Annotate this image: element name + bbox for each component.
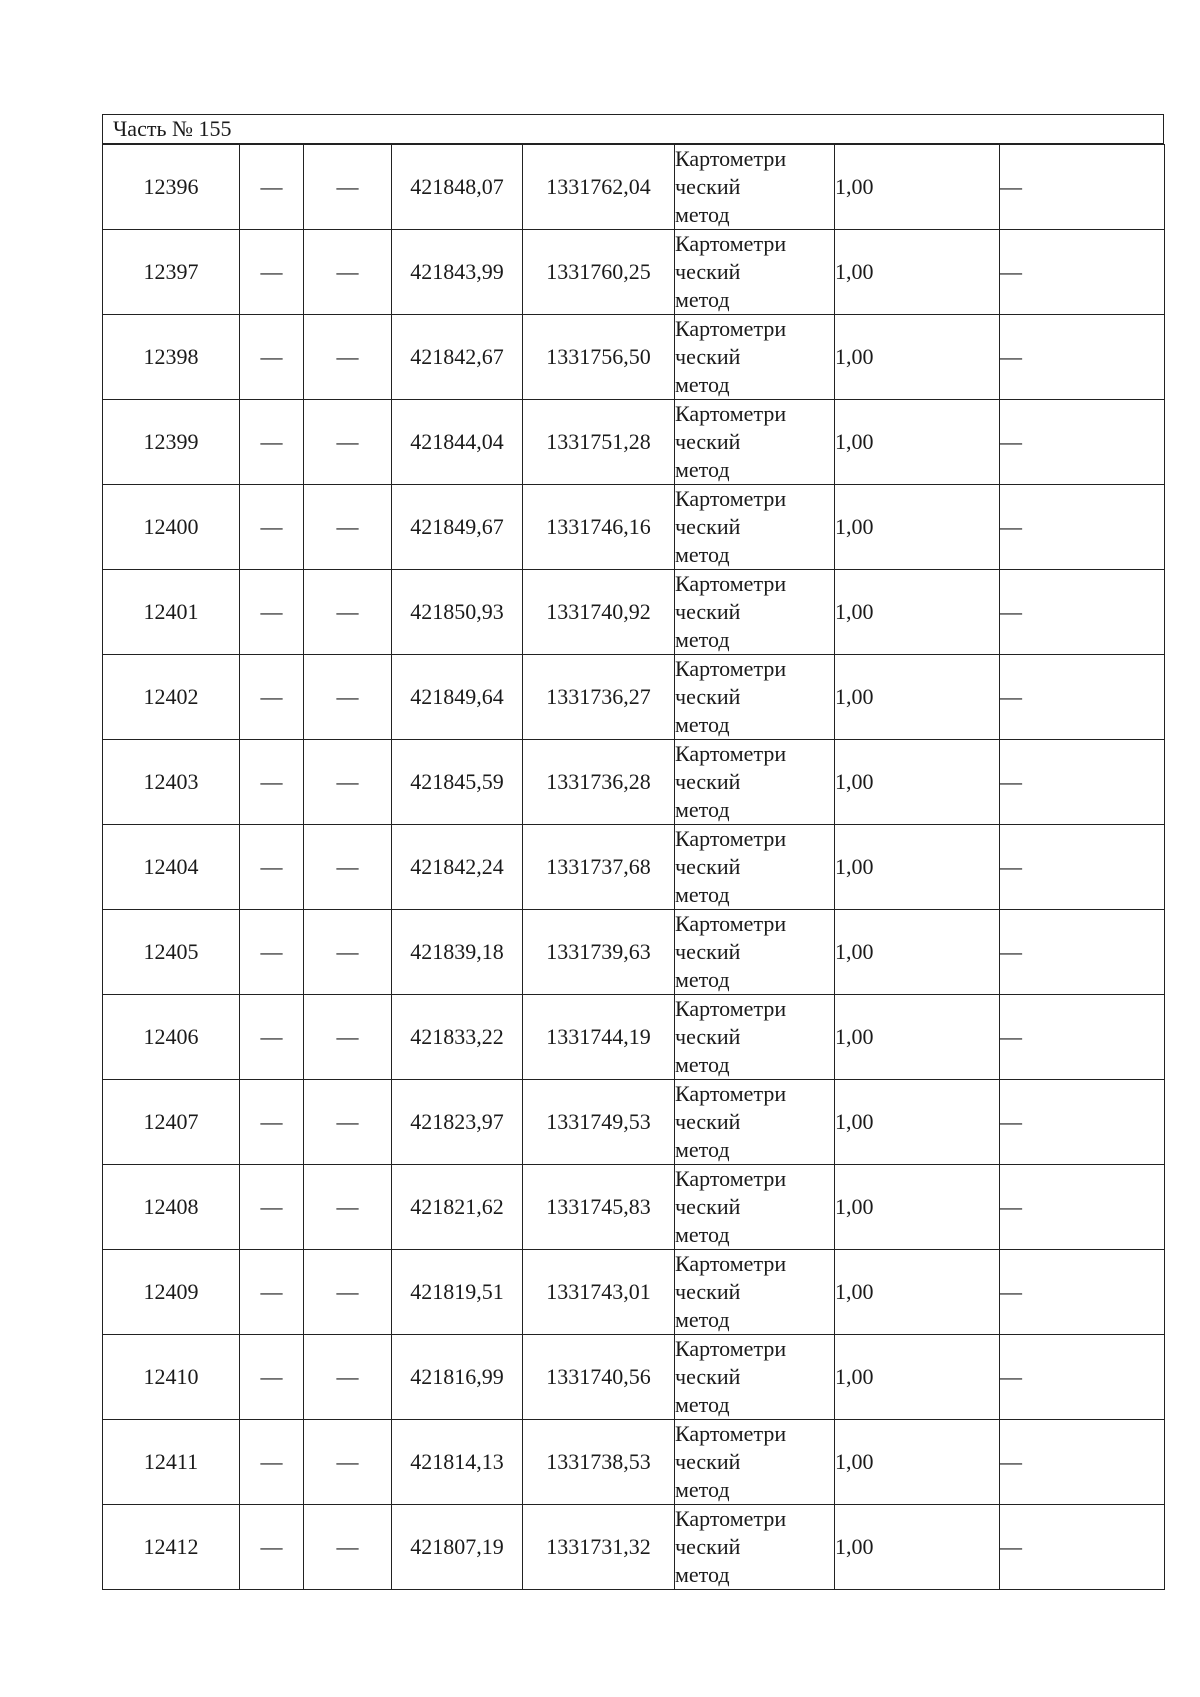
point-number: 12406 — [103, 995, 240, 1080]
method-cell — [675, 655, 835, 740]
method-cell — [675, 825, 835, 910]
method-line: метод — [675, 1477, 730, 1502]
empty-old-x: — — [240, 995, 304, 1080]
method-line: метод — [675, 372, 730, 397]
method-line: ческий — [675, 1279, 741, 1304]
coordinate-x: 421844,04 — [392, 400, 523, 485]
accuracy-value: 1,00 — [835, 655, 1000, 740]
coordinate-y: 1331746,16 — [523, 485, 675, 570]
coordinate-x: 421814,13 — [392, 1420, 523, 1505]
empty-old-x: — — [240, 1165, 304, 1250]
method-cell — [675, 230, 835, 315]
table-row — [103, 1505, 1165, 1590]
table-row — [103, 910, 1165, 995]
coordinate-x: 421842,67 — [392, 315, 523, 400]
table-row — [103, 740, 1165, 825]
method-line: метод — [675, 287, 730, 312]
empty-old-y: — — [304, 145, 392, 230]
accuracy-value: 1,00 — [835, 570, 1000, 655]
method-cell — [675, 740, 835, 825]
empty-description: — — [1000, 1165, 1165, 1250]
method-line: Картометри — [675, 401, 787, 426]
coordinate-y: 1331736,27 — [523, 655, 675, 740]
coordinate-x: 421843,99 — [392, 230, 523, 315]
method-cell — [675, 1420, 835, 1505]
method-line: ческий — [675, 599, 741, 624]
empty-description: — — [1000, 145, 1165, 230]
empty-description: — — [1000, 825, 1165, 910]
coordinate-y: 1331731,32 — [523, 1505, 675, 1590]
method-cell — [675, 400, 835, 485]
method-cell — [675, 485, 835, 570]
accuracy-value: 1,00 — [835, 1420, 1000, 1505]
empty-old-x: — — [240, 1505, 304, 1590]
coordinates-table — [102, 144, 1165, 1590]
empty-old-y: — — [304, 230, 392, 315]
accuracy-value: 1,00 — [835, 1335, 1000, 1420]
method-line: метод — [675, 1562, 730, 1587]
empty-old-x: — — [240, 1335, 304, 1420]
method-line: метод — [675, 1222, 730, 1247]
method-cell — [675, 145, 835, 230]
point-number: 12404 — [103, 825, 240, 910]
method-line: Картометри — [675, 1166, 787, 1191]
coordinate-x: 421845,59 — [392, 740, 523, 825]
point-number: 12408 — [103, 1165, 240, 1250]
method-line: ческий — [675, 259, 741, 284]
accuracy-value: 1,00 — [835, 485, 1000, 570]
empty-old-y: — — [304, 995, 392, 1080]
coordinate-x: 421823,97 — [392, 1080, 523, 1165]
method-cell — [675, 1250, 835, 1335]
point-number: 12410 — [103, 1335, 240, 1420]
method-line: метод — [675, 797, 730, 822]
accuracy-value: 1,00 — [835, 315, 1000, 400]
method-line: ческий — [675, 939, 741, 964]
table-row — [103, 995, 1165, 1080]
method-line: метод — [675, 1307, 730, 1332]
point-number: 12400 — [103, 485, 240, 570]
empty-old-x: — — [240, 910, 304, 995]
empty-old-y: — — [304, 1420, 392, 1505]
accuracy-value: 1,00 — [835, 825, 1000, 910]
accuracy-value: 1,00 — [835, 230, 1000, 315]
method-line: Картометри — [675, 826, 787, 851]
empty-old-x: — — [240, 145, 304, 230]
method-line: Картометри — [675, 316, 787, 341]
method-line: Картометри — [675, 571, 787, 596]
empty-old-y: — — [304, 315, 392, 400]
empty-description: — — [1000, 1420, 1165, 1505]
method-line: метод — [675, 1052, 730, 1077]
empty-old-x: — — [240, 570, 304, 655]
coordinate-y: 1331751,28 — [523, 400, 675, 485]
coordinate-x: 421849,64 — [392, 655, 523, 740]
table-row — [103, 1335, 1165, 1420]
method-line: метод — [675, 627, 730, 652]
empty-description: — — [1000, 740, 1165, 825]
method-line: метод — [675, 202, 730, 227]
method-line: ческий — [675, 1364, 741, 1389]
coordinate-y: 1331762,04 — [523, 145, 675, 230]
accuracy-value: 1,00 — [835, 740, 1000, 825]
empty-old-y: — — [304, 910, 392, 995]
method-line: Картометри — [675, 996, 787, 1021]
coordinate-y: 1331736,28 — [523, 740, 675, 825]
accuracy-value: 1,00 — [835, 1080, 1000, 1165]
method-line: метод — [675, 1392, 730, 1417]
coordinate-x: 421819,51 — [392, 1250, 523, 1335]
method-line: ческий — [675, 429, 741, 454]
accuracy-value: 1,00 — [835, 995, 1000, 1080]
method-line: Картометри — [675, 486, 787, 511]
method-line: ческий — [675, 1024, 741, 1049]
method-cell — [675, 1505, 835, 1590]
point-number: 12401 — [103, 570, 240, 655]
coordinate-y: 1331745,83 — [523, 1165, 675, 1250]
empty-old-y: — — [304, 825, 392, 910]
coordinate-x: 421839,18 — [392, 910, 523, 995]
empty-old-y: — — [304, 1335, 392, 1420]
method-cell — [675, 1335, 835, 1420]
empty-description: — — [1000, 1505, 1165, 1590]
accuracy-value: 1,00 — [835, 1165, 1000, 1250]
empty-old-x: — — [240, 655, 304, 740]
method-line: метод — [675, 967, 730, 992]
method-line: Картометри — [675, 1421, 787, 1446]
coordinate-y: 1331749,53 — [523, 1080, 675, 1165]
method-line: ческий — [675, 1194, 741, 1219]
coordinate-x: 421842,24 — [392, 825, 523, 910]
method-line: ческий — [675, 684, 741, 709]
empty-old-y: — — [304, 1250, 392, 1335]
point-number: 12407 — [103, 1080, 240, 1165]
coordinate-y: 1331744,19 — [523, 995, 675, 1080]
method-cell — [675, 910, 835, 995]
table-row — [103, 230, 1165, 315]
coordinate-x: 421848,07 — [392, 145, 523, 230]
method-line: Картометри — [675, 1081, 787, 1106]
empty-old-y: — — [304, 1165, 392, 1250]
coordinate-y: 1331737,68 — [523, 825, 675, 910]
empty-description: — — [1000, 1250, 1165, 1335]
empty-old-x: — — [240, 740, 304, 825]
part-header: Часть № 155 — [102, 114, 1164, 144]
empty-description: — — [1000, 910, 1165, 995]
method-line: метод — [675, 457, 730, 482]
method-line: Картометри — [675, 741, 787, 766]
coordinate-x: 421821,62 — [392, 1165, 523, 1250]
method-line: Картометри — [675, 1251, 787, 1276]
accuracy-value: 1,00 — [835, 145, 1000, 230]
empty-old-x: — — [240, 485, 304, 570]
empty-old-x: — — [240, 315, 304, 400]
table-row — [103, 1080, 1165, 1165]
table-row — [103, 315, 1165, 400]
empty-old-y: — — [304, 1505, 392, 1590]
method-cell — [675, 570, 835, 655]
method-line: ческий — [675, 174, 741, 199]
accuracy-value: 1,00 — [835, 400, 1000, 485]
point-number: 12399 — [103, 400, 240, 485]
method-line: Картометри — [675, 911, 787, 936]
coordinate-y: 1331738,53 — [523, 1420, 675, 1505]
method-line: ческий — [675, 1109, 741, 1134]
table-body — [103, 145, 1165, 1590]
empty-old-x: — — [240, 400, 304, 485]
empty-old-y: — — [304, 655, 392, 740]
method-line: Картометри — [675, 146, 787, 171]
empty-description: — — [1000, 995, 1165, 1080]
empty-old-x: — — [240, 825, 304, 910]
table-row — [103, 145, 1165, 230]
point-number: 12403 — [103, 740, 240, 825]
accuracy-value: 1,00 — [835, 1250, 1000, 1335]
coordinate-x: 421807,19 — [392, 1505, 523, 1590]
point-number: 12409 — [103, 1250, 240, 1335]
method-line: Картометри — [675, 1336, 787, 1361]
method-line: метод — [675, 1137, 730, 1162]
accuracy-value: 1,00 — [835, 910, 1000, 995]
empty-description: — — [1000, 570, 1165, 655]
method-line: ческий — [675, 344, 741, 369]
empty-description: — — [1000, 1335, 1165, 1420]
empty-old-x: — — [240, 1250, 304, 1335]
empty-old-y: — — [304, 740, 392, 825]
empty-old-y: — — [304, 400, 392, 485]
coordinate-x: 421833,22 — [392, 995, 523, 1080]
point-number: 12396 — [103, 145, 240, 230]
empty-description: — — [1000, 400, 1165, 485]
method-line: ческий — [675, 1449, 741, 1474]
empty-description: — — [1000, 655, 1165, 740]
accuracy-value: 1,00 — [835, 1505, 1000, 1590]
method-cell — [675, 315, 835, 400]
method-cell — [675, 1080, 835, 1165]
method-line: Картометри — [675, 1506, 787, 1531]
method-line: ческий — [675, 769, 741, 794]
empty-description: — — [1000, 1080, 1165, 1165]
table-row — [103, 485, 1165, 570]
empty-old-y: — — [304, 570, 392, 655]
table-row — [103, 1165, 1165, 1250]
method-line: Картометри — [675, 231, 787, 256]
method-line: метод — [675, 542, 730, 567]
empty-description: — — [1000, 230, 1165, 315]
empty-description: — — [1000, 485, 1165, 570]
coordinate-y: 1331743,01 — [523, 1250, 675, 1335]
method-cell — [675, 1165, 835, 1250]
table-row — [103, 825, 1165, 910]
coordinate-x: 421850,93 — [392, 570, 523, 655]
empty-old-x: — — [240, 1420, 304, 1505]
table-row — [103, 1250, 1165, 1335]
table-row — [103, 570, 1165, 655]
empty-old-x: — — [240, 1080, 304, 1165]
table-row — [103, 655, 1165, 740]
point-number: 12397 — [103, 230, 240, 315]
point-number: 12411 — [103, 1420, 240, 1505]
point-number: 12405 — [103, 910, 240, 995]
point-number: 12398 — [103, 315, 240, 400]
empty-old-x: — — [240, 230, 304, 315]
method-line: метод — [675, 712, 730, 737]
point-number: 12402 — [103, 655, 240, 740]
method-cell — [675, 995, 835, 1080]
method-line: ческий — [675, 854, 741, 879]
coordinate-x: 421816,99 — [392, 1335, 523, 1420]
table-row — [103, 400, 1165, 485]
coordinate-y: 1331739,63 — [523, 910, 675, 995]
coordinate-y: 1331756,50 — [523, 315, 675, 400]
point-number: 12412 — [103, 1505, 240, 1590]
method-line: Картометри — [675, 656, 787, 681]
coordinate-y: 1331740,92 — [523, 570, 675, 655]
method-line: ческий — [675, 514, 741, 539]
empty-old-y: — — [304, 1080, 392, 1165]
empty-old-y: — — [304, 485, 392, 570]
table-row — [103, 1420, 1165, 1505]
coordinate-y: 1331760,25 — [523, 230, 675, 315]
method-line: ческий — [675, 1534, 741, 1559]
coordinate-x: 421849,67 — [392, 485, 523, 570]
empty-description: — — [1000, 315, 1165, 400]
coordinates-sheet — [102, 114, 1164, 1590]
method-line: метод — [675, 882, 730, 907]
coordinate-y: 1331740,56 — [523, 1335, 675, 1420]
